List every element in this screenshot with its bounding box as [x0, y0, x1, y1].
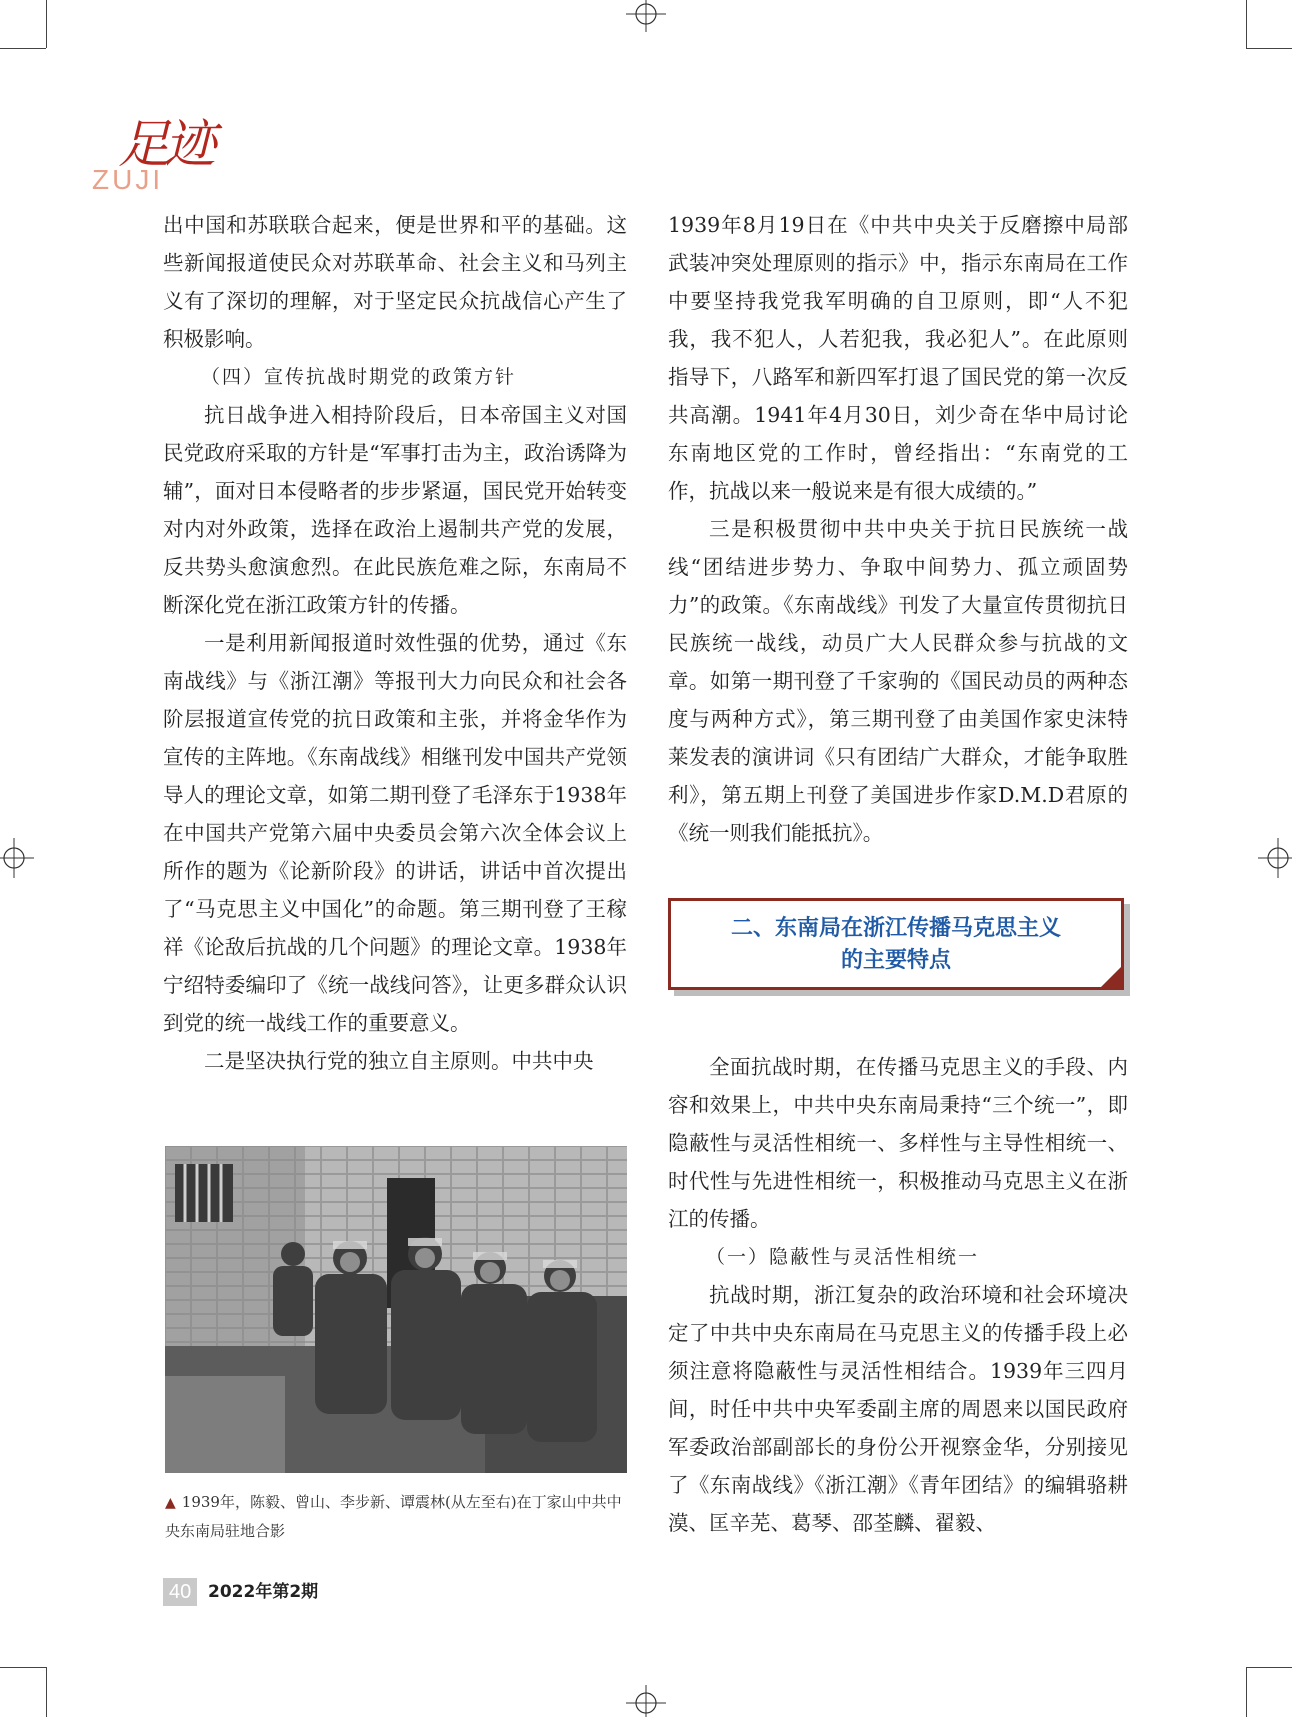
subsection-heading: （一）隐蔽性与灵活性相统一: [706, 1246, 980, 1268]
registration-mark-icon: [626, 0, 666, 40]
crop-mark: [1246, 0, 1247, 48]
crop-mark: [46, 0, 47, 48]
registration-mark-icon: [626, 1677, 666, 1717]
page-number: 40: [163, 1578, 197, 1606]
subsection-heading: （四）宣传抗战时期党的政策方针: [201, 366, 517, 388]
right-text-column-top: [668, 206, 1128, 852]
caption-triangle-icon: ▲: [165, 1495, 176, 1511]
crop-mark: [46, 1667, 47, 1717]
historical-photo: [165, 1146, 627, 1473]
crop-mark: [0, 48, 46, 49]
paragraph: 抗日战争进入相持阶段后，日本帝国主义对国民党政府采取的方针是“军事打击为主，政治诱降为辅”，面对日本侵略者的步步紧逼，国民党开始转变对内对外政策，选择在政治上遏制共产党的发展，反共势头愈演愈烈。在此民族危难之际，东南局不断深化党在浙江政策方针的传播。: [163, 403, 627, 617]
photo-illustration: [165, 1146, 627, 1473]
paragraph: 出中国和苏联联合起来，便是世界和平的基础。这些新闻报道使民众对苏联革命、社会主义和马列主义有了深切的理解，对于坚定民众抗战信心产生了积极影响。: [163, 213, 627, 351]
left-text-column: [163, 206, 627, 1080]
paragraph: 一是利用新闻报道时效性强的优势，通过《东南战线》与《浙江潮》等报刊大力向民众和社会各阶层报道宣传党的抗日政策和主张，并将金华作为宣传的主阵地。《东南战线》相继刊发中国共产党领导人的理论文章，如第二期刊登了毛泽东于1938年在中国共产党第六届中央委员会第六次全体会议上所作的题为《论新阶段》的讲话，讲话中首次提出了“马克思主义中国化”的命题。第三期刊登了王稼祥《论敌后抗战的几个问题》的理论文章。1938年宁绍特委编印了《统一战线问答》，让更多群众认识到党的统一战线工作的重要意义。: [163, 631, 627, 1035]
right-text-column-bottom: [668, 1048, 1128, 1542]
paragraph: 抗战时期，浙江复杂的政治环境和社会环境决定了中共中央东南局在马克思主义的传播手段上必须注意将隐蔽性与灵活性相结合。1939年三四月间，时任中共中央军委副主席的周恩来以国民政府军委政治部副部长的身份公开视察金华，分别接见了《东南战线》《浙江潮》《青年团结》的编辑骆耕漠、匡辛芜、葛琴、邵荃麟、翟毅、: [668, 1283, 1128, 1535]
section-heading-box: [668, 898, 1124, 990]
crop-mark: [1246, 48, 1292, 49]
section-heading-line-2: 的主要特点: [840, 948, 951, 973]
magazine-logo: [92, 102, 232, 202]
paragraph: 三是积极贯彻中共中央关于抗日民族统一战线“团结进步势力、争取中间势力、孤立顽固势力”的政策。《东南战线》刊发了大量宣传贯彻抗日民族统一战线，动员广大人民群众参与抗战的文章。如第一期刊登了千家驹的《国民动员的两种态度与两种方式》，第三期刊登了由美国作家史沫特莱发表的演讲词《只有团结广大群众，才能争取胜利》，第五期上刊登了美国进步作家D.M.D君原的《统一则我们能抵抗》。: [668, 517, 1128, 845]
issue-label: 2022年第2期: [208, 1582, 319, 1602]
paragraph: 二是坚决执行党的独立自主原则。中共中央: [204, 1049, 594, 1073]
paragraph: 1939年8月19日在《中共中央关于反磨擦中局部武装冲突处理原则的指示》中，指示东南局在工作中要坚持我党我军明确的自卫原则，即“人不犯我，我不犯人，人若犯我，我必犯人”。在此原则指导下，八路军和新四军打退了国民党的第一次反共高潮。1941年4月30日，刘少奇在华中局讨论东南地区党的工作时，曾经指出：“东南党的工作，抗战以来一般说来是有很大成绩的。”: [668, 213, 1128, 503]
crop-mark: [1246, 1667, 1247, 1717]
crop-mark: [1246, 1667, 1292, 1668]
logo-english: ZUJI: [92, 164, 164, 195]
photo-caption: [165, 1488, 627, 1545]
registration-mark-icon: [0, 838, 40, 878]
logo-chinese: 足迹: [118, 115, 211, 175]
crop-mark: [0, 1667, 46, 1668]
section-heading-line-1: 二、东南局在浙江传播马克思主义: [730, 916, 1061, 941]
paragraph: 全面抗战时期，在传播马克思主义的手段、内容和效果上，中共中央东南局秉持“三个统一”，即隐蔽性与灵活性相统一、多样性与主导性相统一、时代性与先进性相统一，积极推动马克思主义在浙江的传播。: [668, 1055, 1128, 1231]
corner-fold-decoration: [1098, 964, 1124, 990]
registration-mark-icon: [1252, 838, 1292, 878]
caption-text: 1939年，陈毅、曾山、李步新、谭震林(从左至右)在丁家山中共中央东南局驻地合影: [165, 1493, 622, 1540]
